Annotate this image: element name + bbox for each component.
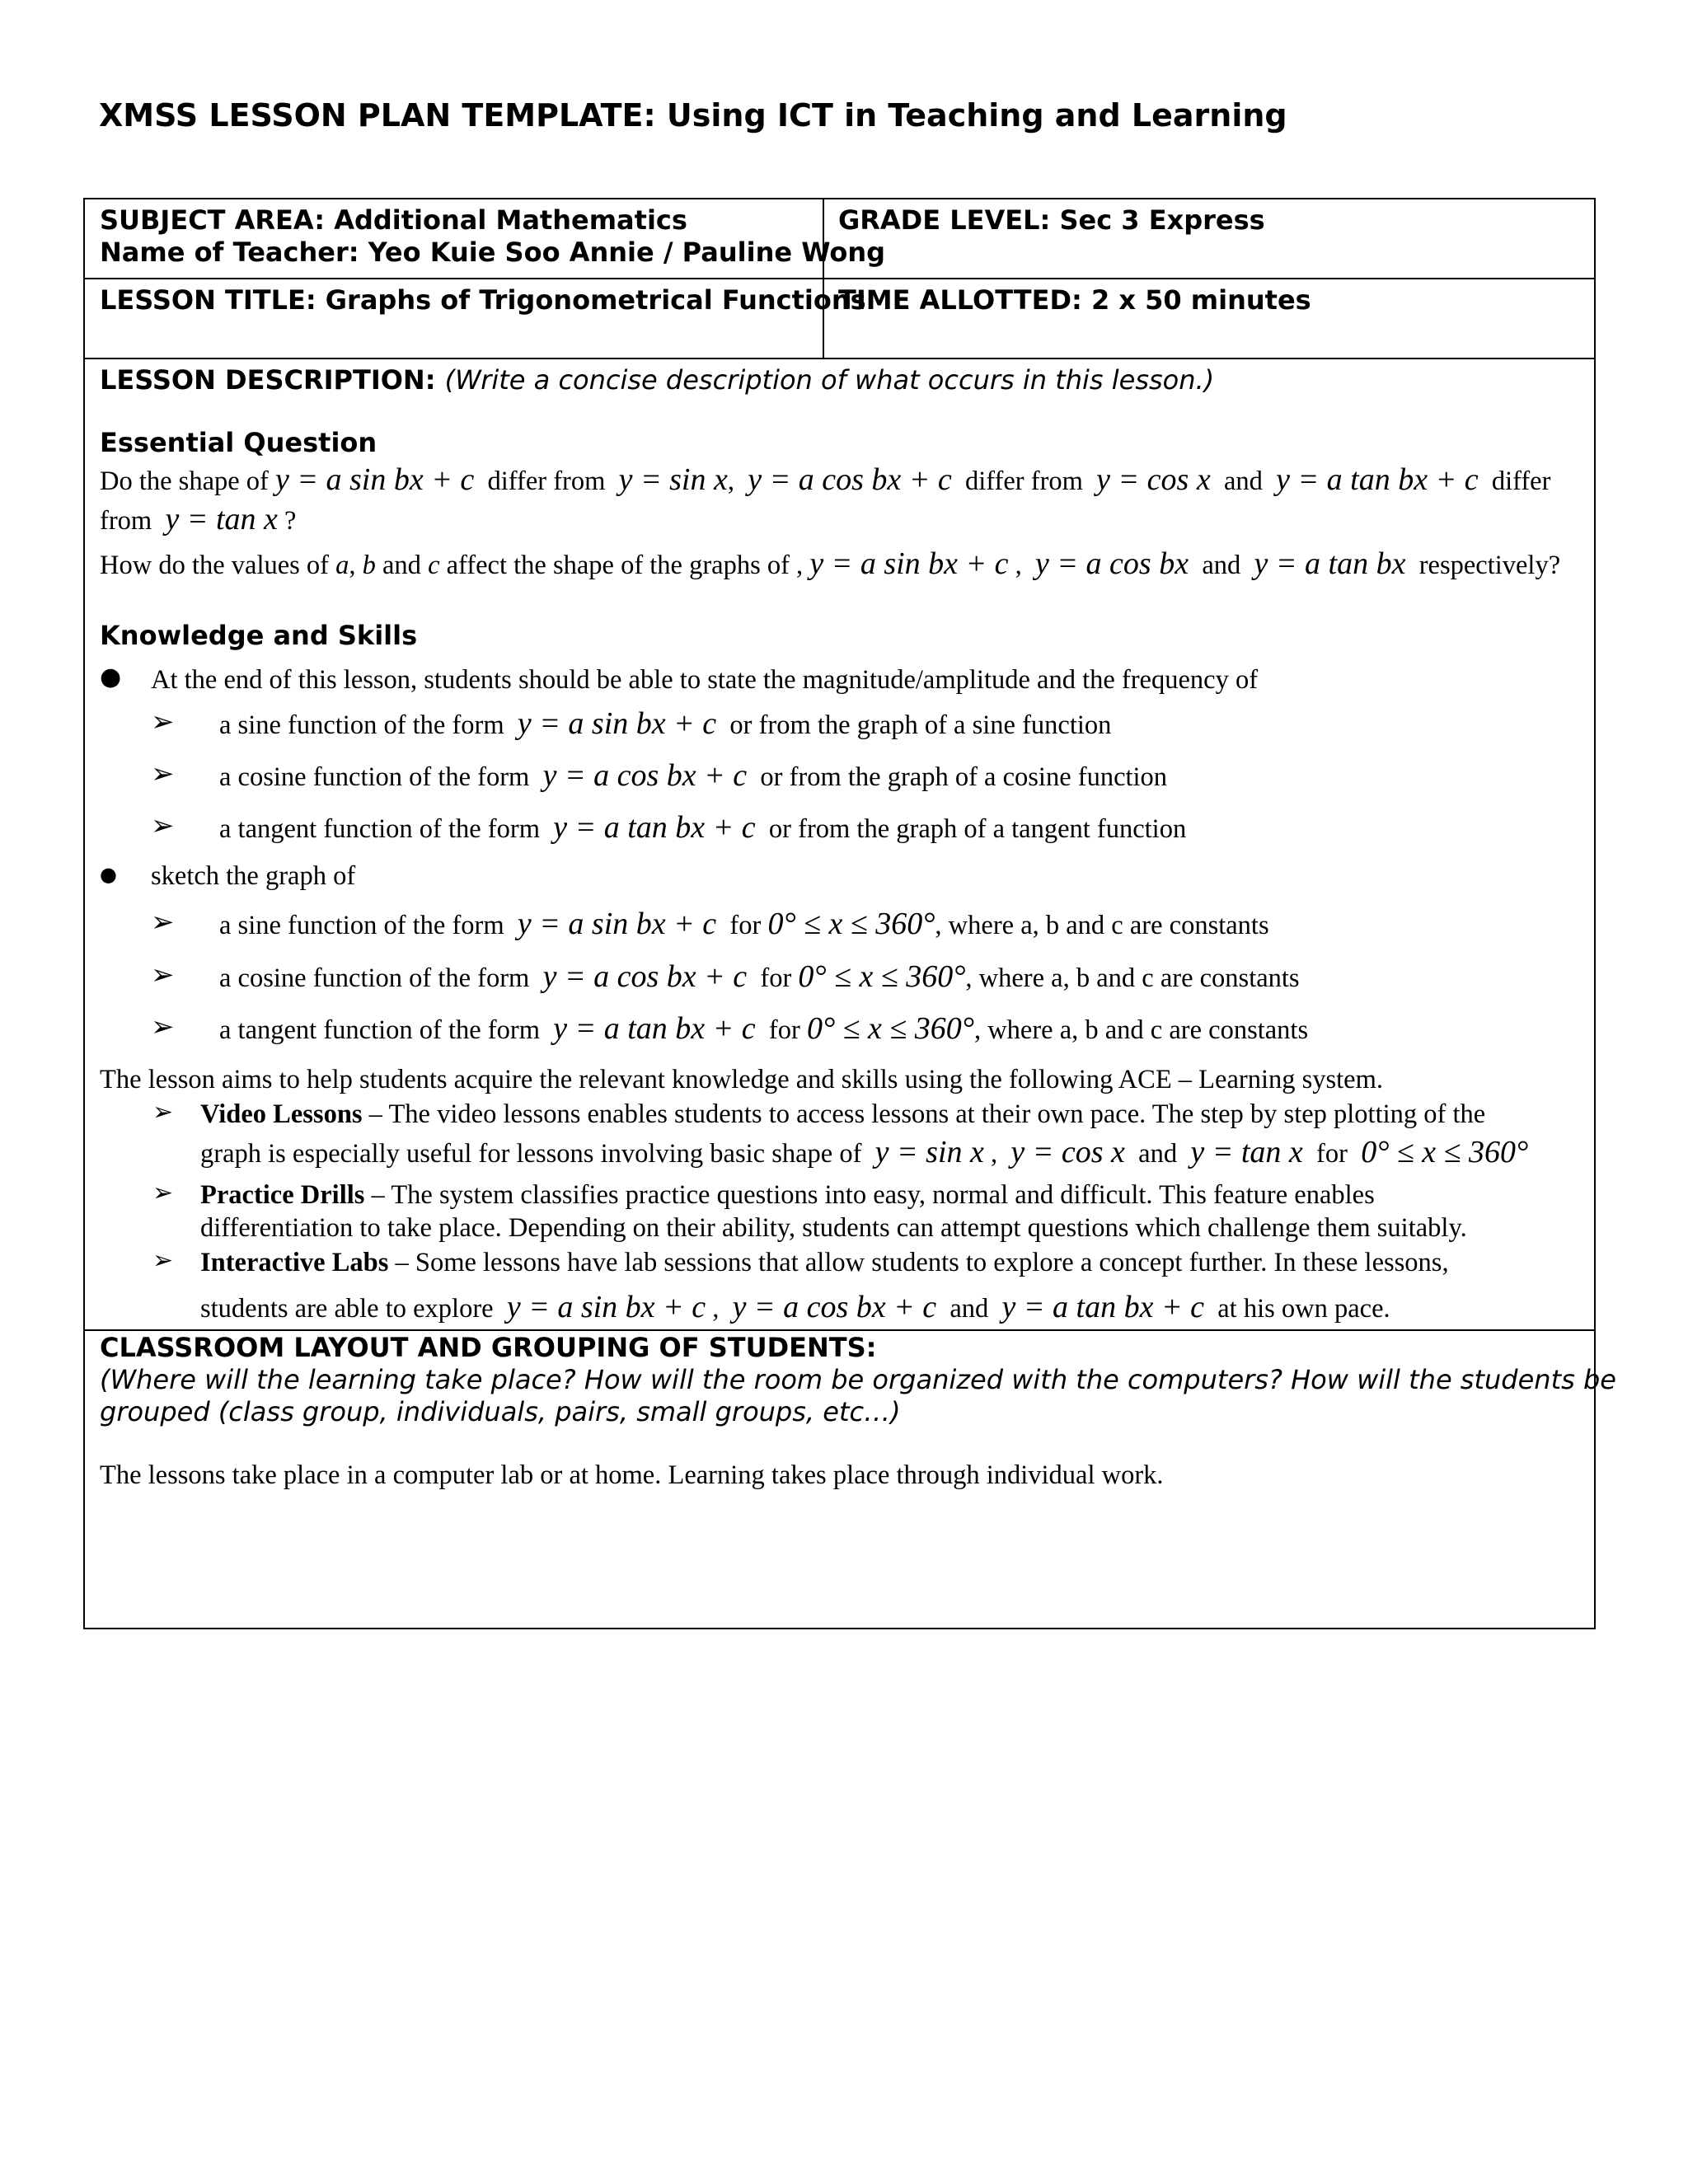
eq-text: , (1015, 551, 1022, 580)
eq-text: and (1223, 466, 1263, 496)
arrow-bullet-icon: ➢ (152, 1179, 174, 1207)
item-text: for (760, 963, 792, 993)
item-text: , where a, b and c are constants (973, 1015, 1309, 1045)
essential-question-heading: Essential Question (100, 427, 377, 458)
interactive-labs-line-2 (200, 1289, 1390, 1325)
lesson-plan-table (83, 198, 1616, 1629)
eq-text: respectively? (1418, 551, 1561, 580)
row-divider-2 (85, 358, 1594, 359)
row-divider-1 (85, 278, 1594, 279)
grade-level: GRADE LEVEL: Sec 3 Express (838, 204, 1265, 236)
eq-text: Do the shape of (100, 466, 275, 496)
feature-text: graph is especially useful for lessons involving basic shape of (200, 1139, 862, 1169)
classroom-layout-heading: CLASSROOM LAYOUT AND GROUPING OF STUDENTS: (100, 1332, 877, 1363)
arrow-bullet-icon: ➢ (151, 1010, 175, 1043)
b1-item-cosine (219, 757, 1167, 794)
item-text: , where a, b and c are constants (935, 911, 1269, 940)
equation: y = a cos bx (1035, 546, 1189, 581)
eq-text: , (349, 551, 356, 580)
equation: y = a tan bx + c (553, 1011, 756, 1046)
arrow-bullet-icon: ➢ (151, 757, 175, 790)
description-label: LESSON DESCRIPTION: (100, 364, 445, 396)
item-text: or from the graph of a tangent function (768, 814, 1187, 844)
arrow-bullet-icon: ➢ (151, 906, 175, 939)
arrow-bullet-icon: ➢ (152, 1098, 174, 1127)
eq-text: ? (284, 506, 297, 536)
range-expression: 0° ≤ x ≤ 360° (1361, 1135, 1529, 1169)
essential-question-line-1 (100, 462, 1583, 498)
feature-text: – The system classifies practice questions into easy, normal and difficult. This feature enables (364, 1180, 1375, 1210)
variable: a (335, 551, 349, 580)
knowledge-bullet-2: sketch the graph of (151, 861, 356, 891)
eq-text: and (1202, 551, 1241, 580)
feature-text: for (1316, 1139, 1348, 1169)
arrow-bullet-icon: ➢ (151, 958, 175, 991)
equation: y = sin x (618, 462, 728, 497)
item-text: a tangent function of the form (219, 1015, 540, 1045)
arrow-bullet-icon: ➢ (151, 809, 175, 842)
item-text: for (729, 911, 762, 940)
classroom-layout-hint-2: grouped (class group, individuals, pairs, small groups, etc…) (100, 1396, 901, 1427)
equation: y = cos x (1010, 1135, 1125, 1169)
eq-text: How do the values of (100, 551, 329, 580)
feature-text: and (1138, 1139, 1178, 1169)
item-text: for (768, 1015, 800, 1045)
item-text: a tangent function of the form (219, 814, 540, 844)
essential-question-line-2 (100, 501, 296, 537)
equation: y = cos x (1096, 462, 1211, 497)
feature-text: , (991, 1139, 998, 1169)
essential-question-line-3 (100, 546, 1560, 582)
equation: y = a cos bx + c (542, 758, 748, 793)
item-text: a sine function of the form (219, 911, 504, 940)
arrow-bullet-icon: ➢ (152, 1246, 174, 1275)
lesson-description-heading (100, 364, 1214, 396)
equation: y = a cos bx + c (732, 1290, 937, 1324)
lesson-title: LESSON TITLE: Graphs of Trigonometrical Functions (100, 284, 866, 316)
bullet-dot-icon: ● (100, 663, 122, 691)
feature-text: , (712, 1294, 720, 1324)
equation: y = a tan bx + c (1001, 1290, 1204, 1324)
b2-item-sine (219, 906, 1269, 942)
feature-text: students are able to explore (200, 1294, 494, 1324)
video-lessons-line-2 (200, 1134, 1528, 1170)
equation: y = a sin bx + c (517, 706, 717, 741)
feature-text: and (950, 1294, 989, 1324)
eq-text: differ from (487, 466, 606, 496)
eq-text: from (100, 506, 152, 536)
eq-text: differ from (965, 466, 1083, 496)
range-expression: 0° ≤ x ≤ 360° (806, 1011, 974, 1046)
variable: b (362, 551, 376, 580)
eq-text: , (727, 466, 734, 496)
video-lessons-line-1 (200, 1099, 1485, 1130)
item-text: a sine function of the form (219, 710, 504, 740)
item-text: or from the graph of a cosine function (760, 762, 1168, 792)
equation: y = a sin bx + c (506, 1290, 706, 1324)
equation: y = tan x (1190, 1135, 1303, 1169)
knowledge-bullet-1: At the end of this lesson, students should be able to state the magnitude/amplitude and the frequency of (151, 665, 1259, 695)
b2-item-cosine (219, 958, 1300, 995)
column-divider (823, 199, 824, 359)
item-text: a cosine function of the form (219, 762, 530, 792)
item-text: a cosine function of the form (219, 963, 530, 993)
item-text: , where a, b and c are constants (965, 963, 1300, 993)
range-expression: 0° ≤ x ≤ 360° (798, 959, 966, 994)
feature-title: Practice Drills (200, 1180, 365, 1210)
feature-text: at his own pace. (1217, 1294, 1390, 1324)
eq-text: and (382, 551, 421, 580)
feature-title: Interactive Labs (200, 1248, 389, 1277)
equation: y = a tan bx (1254, 546, 1406, 581)
b1-item-sine (219, 705, 1111, 742)
classroom-layout-body: The lessons take place in a computer lab or at home. Learning takes place through individual work. (100, 1460, 1164, 1490)
eq-text: affect the shape of the graphs of , (446, 551, 804, 580)
page-title: XMSS LESSON PLAN TEMPLATE: Using ICT in Teaching and Learning (99, 97, 1287, 134)
equation: y = a tan bx + c (553, 810, 756, 845)
feature-text: – The video lessons enables students to access lessons at their own pace. The step by step plotting of the (362, 1099, 1486, 1129)
equation: y = a tan bx + c (1276, 462, 1479, 497)
eq-text: differ (1491, 466, 1551, 496)
teacher-name: Name of Teacher: Yeo Kuie Soo Annie / Pauline Wong (100, 237, 886, 268)
feature-text: – Some lessons have lab sessions that allow students to explore a concept further. In these lessons, (388, 1248, 1449, 1277)
knowledge-skills-heading: Knowledge and Skills (100, 620, 418, 651)
classroom-layout-hint-1: (Where will the learning take place? How will the room be organized with the computers? How will the students be (100, 1364, 1616, 1395)
lesson-aims: The lesson aims to help students acquire the relevant knowledge and skills using the following ACE – Learning system. (100, 1065, 1384, 1094)
item-text: or from the graph of a sine function (729, 710, 1112, 740)
time-allotted: TIME ALLOTTED: 2 x 50 minutes (838, 284, 1311, 316)
range-expression: 0° ≤ x ≤ 360° (767, 907, 935, 941)
interactive-labs-line-1 (200, 1248, 1449, 1278)
practice-drills-line-1 (200, 1180, 1375, 1211)
equation: y = a cos bx + c (542, 959, 748, 994)
arrow-bullet-icon: ➢ (151, 705, 175, 738)
b2-item-tangent (219, 1010, 1308, 1047)
variable: c (428, 551, 440, 580)
feature-title: Video Lessons (200, 1099, 363, 1129)
practice-drills-line-2: differentiation to take place. Depending on their ability, students can attempt questions which challenge them suitably. (200, 1213, 1467, 1243)
equation: y = a sin bx + c (809, 546, 1009, 581)
equation: y = tan x (165, 502, 278, 537)
b1-item-tangent (219, 809, 1186, 846)
description-hint: (Write a concise description of what occurs in this lesson.) (444, 364, 1215, 396)
bullet-dot-icon: ● (100, 863, 117, 886)
subject-area: SUBJECT AREA: Additional Mathematics (100, 204, 687, 236)
equation: y = sin x (874, 1135, 984, 1169)
equation: y = a sin bx + c (517, 907, 717, 941)
equation: y = a sin bx + c (275, 462, 475, 497)
equation: y = a cos bx + c (748, 462, 952, 497)
row-divider-3 (85, 1329, 1594, 1331)
